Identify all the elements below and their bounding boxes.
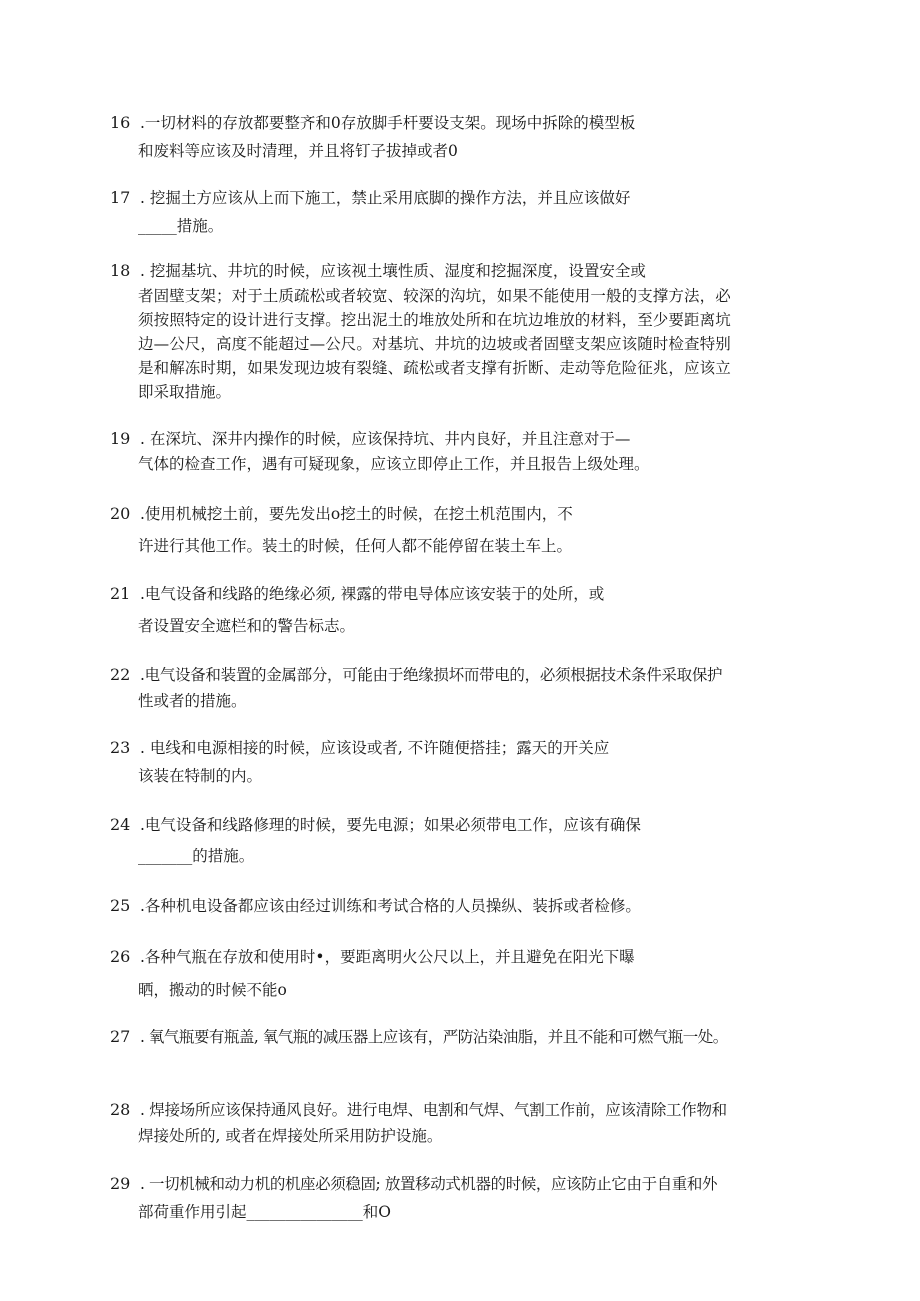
question-number: 29 [110,1174,131,1193]
question-text-line: . 电线和电源相接的时候，应该设或者, 不许随便搭挂；露天的开关应 [140,739,610,757]
question-text-line: 者设置安全遮栏和的警告标志。 [138,617,356,635]
question-text-line: 晒，搬动的时候不能o [138,981,287,999]
question-number: 26 [110,947,131,966]
question-number: 16 [110,113,131,132]
question-text-line: 边—公尺，高度不能超过—公尺。对基坑、井坑的边坡或者固壁支架应该随时检查特别 [138,335,731,353]
question-text-line: 和废料等应该及时清理，并且将钉子拔掉或者0 [138,142,458,160]
question-text-line: . 焊接场所应该保持通风良好。进行电焊、电割和气焊、气割工作前，应该清除工作物和 [140,1101,727,1119]
question-text-line: .各种气瓶在存放和使用时•，要距离明火公尺以上，并且避免在阳光下曝 [140,948,635,966]
question-text-line: 该装在特制的内。 [138,767,263,785]
question-text-line: _______的措施。 [138,847,255,865]
question-text-line: .使用机械挖土前，要先发出o挖土的时候，在挖土机范围内，不 [140,505,573,523]
question-text-line: . 挖掘基坑、井坑的时候，应该视土壤性质、湿度和挖掘深度，设置安全或 [140,262,646,280]
question-text-line: . 挖掘土方应该从上而下施工，禁止采用底脚的操作方法，并且应该做好 [140,189,631,207]
question-text-line: 焊接处所的, 或者在焊接处所采用防护设施。 [138,1127,443,1145]
question-number: 22 [110,665,131,684]
question-number: 17 [110,188,131,207]
question-text-line: 者固壁支架；对于土质疏松或者较宽、较深的沟坑，如果不能使用一般的支撑方法，必 [138,287,731,305]
question-text-line: . 一切机械和动力机的机座必须稳固; 放置移动式机器的时候，应该防止它由于自重和外 [140,1175,718,1193]
question-text-line: 许进行其他工作。装土的时候，任何人都不能停留在装土车上。 [138,537,573,555]
question-number: 21 [110,584,131,603]
question-text-line: .电气设备和线路的绝缘必须, 裸露的带电导体应该安装于的处所，或 [140,585,605,603]
question-text-line: . 氧气瓶要有瓶盖, 氧气瓶的减压器上应该有，严防沾染油脂，并且不能和可燃气瓶一处。 [140,1028,728,1046]
question-number: 18 [110,261,131,280]
question-text-line: .一切材料的存放都要整齐和0存放脚手杆要设支架。现场中拆除的模型板 [140,114,636,132]
question-number: 25 [110,896,131,915]
question-number: 28 [110,1100,131,1119]
question-number: 19 [110,429,131,448]
question-text-line: .各种机电设备都应该由经过训练和考试合格的人员操纵、装拆或者检修。 [140,897,641,915]
question-number: 23 [110,738,131,757]
question-text-line: 是和解冻时期，如果发现边坡有裂缝、疏松或者支撑有折断、走动等危险征兆，应该立 [138,359,731,377]
question-text-line: 即采取措施。 [138,383,232,401]
question-text-line: . 在深坑、深井内操作的时候，应该保持坑、井内良好，并且注意对于— [140,430,631,448]
question-text-line: 气体的检查工作，遇有可疑现象，应该立即停止工作，并且报告上级处理。 [138,455,650,473]
question-text-line: 性或者的措施。 [138,692,247,710]
question-text-line: _____措施。 [138,217,224,235]
question-text-line: .电气设备和线路修理的时候，要先电源；如果必须带电工作，应该有确保 [140,816,641,834]
question-number: 20 [110,504,131,523]
question-number: 24 [110,815,131,834]
question-text-line: .电气设备和装置的金属部分，可能由于绝缘损坏而带电的，必须根据技术条件采取保护 [140,666,723,684]
question-text-line: 须按照特定的设计进行支撑。挖出泥土的堆放处所和在坑边堆放的材料，至少要距离坑 [138,311,731,329]
question-text-line: 部荷重作用引起_______________和O [138,1203,391,1221]
question-number: 27 [110,1027,131,1046]
